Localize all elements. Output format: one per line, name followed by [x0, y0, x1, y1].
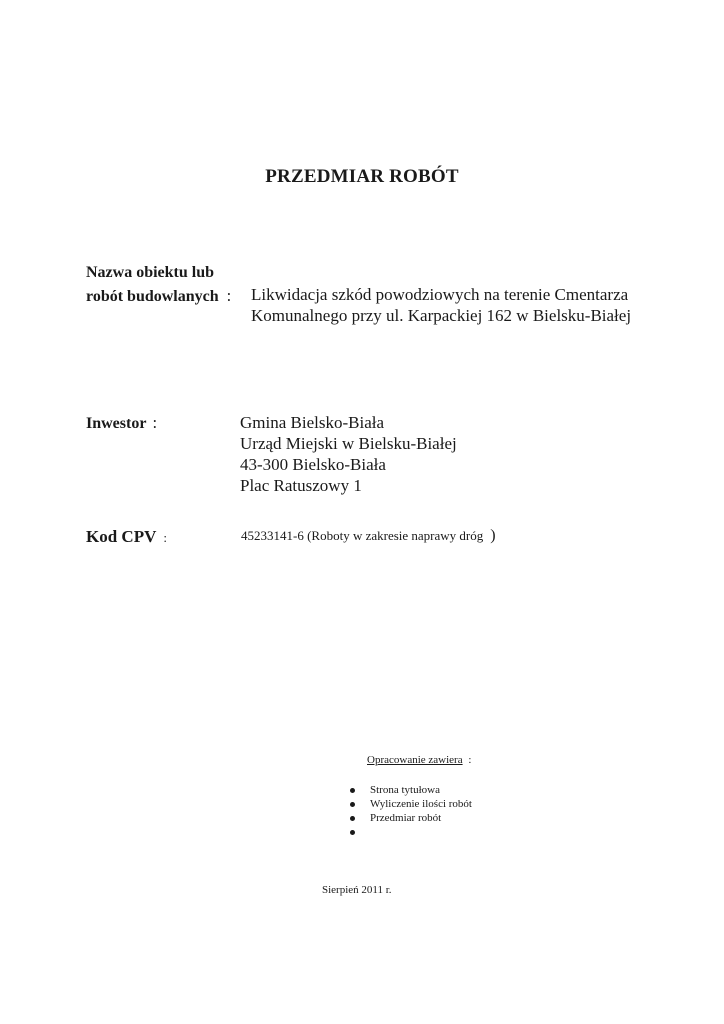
investor-line-2: Urząd Miejski w Bielsku-Białej	[240, 434, 457, 453]
object-value-line2: Komunalnego przy ul. Karpackiej 162 w Bielsku-Białej	[251, 306, 632, 325]
cpv-value: 45233141-6 (Roboty w zakresie naprawy dróg	[241, 528, 484, 543]
bullet-icon	[350, 830, 355, 835]
object-label-line1: Nazwa obiektu lub	[86, 264, 215, 281]
document-date: Sierpień 2011 r.	[322, 884, 392, 896]
cpv-value-row	[241, 527, 496, 545]
contents-list	[348, 783, 472, 839]
list-item	[348, 811, 472, 825]
contents-item-3: Przedmiar robót	[370, 812, 442, 824]
cpv-separator: :	[163, 530, 167, 545]
page-title: PRZEDMIAR ROBÓT	[265, 166, 459, 187]
investor-separator: :	[152, 413, 158, 432]
bullet-icon	[350, 802, 355, 807]
contents-heading-suffix: :	[468, 754, 472, 766]
contents-heading-row	[367, 754, 471, 766]
list-item	[348, 797, 472, 811]
object-separator: :	[226, 286, 232, 305]
list-item	[348, 825, 472, 839]
contents-item-2: Wyliczenie ilości robót	[370, 798, 472, 810]
bullet-icon	[350, 816, 355, 821]
investor-line-4: Plac Ratuszowy 1	[240, 476, 362, 495]
investor-line-1: Gmina Bielsko-Biała	[240, 413, 385, 432]
object-value-line1: Likwidacja szkód powodziowych na terenie Cmentarza	[251, 285, 629, 304]
list-item	[348, 783, 472, 797]
investor-label: Inwestor	[86, 415, 147, 432]
cpv-close-paren: )	[490, 527, 496, 544]
contents-heading: Opracowanie zawiera	[367, 754, 463, 766]
cpv-label-row	[86, 527, 167, 547]
contents-item-1: Strona tytułowa	[370, 784, 440, 796]
object-label-line2-row	[86, 286, 231, 306]
object-label-line2: robót budowlanych	[86, 288, 219, 305]
investor-label-row	[86, 413, 157, 433]
cpv-label: Kod CPV	[86, 527, 157, 546]
bullet-icon	[350, 788, 355, 793]
investor-line-3: 43-300 Bielsko-Biała	[240, 455, 386, 474]
